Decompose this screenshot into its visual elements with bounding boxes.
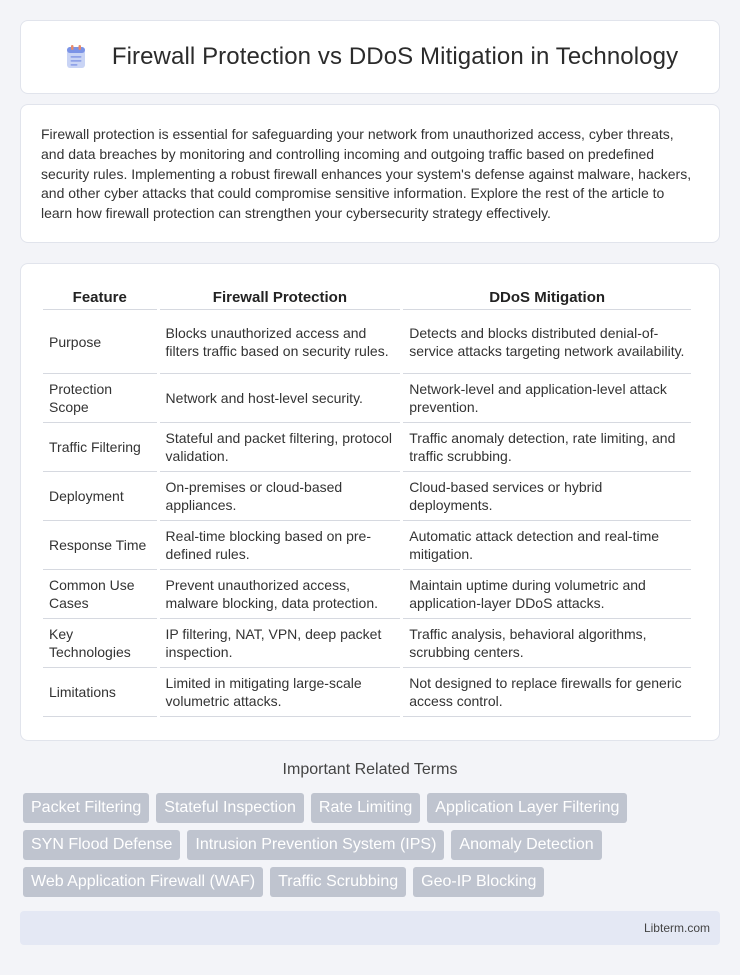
tag-application-layer-filtering[interactable]: Application Layer Filtering [427,793,627,823]
ddos-cell: Network-level and application-level attack prevention. [403,374,691,423]
ddos-cell: Cloud-based services or hybrid deployments. [403,472,691,521]
feature-cell: Purpose [43,310,157,374]
firewall-cell: On-premises or cloud-based appliances. [160,472,401,521]
comparison-table-card [20,263,720,741]
firewall-cell: Network and host-level security. [160,374,401,423]
table-row [43,423,691,472]
title-card [20,20,720,94]
tag-row [23,793,723,823]
firewall-cell: Prevent unauthorized access, malware blocking, data protection. [160,570,401,619]
table-row [43,668,691,717]
feature-cell: Protection Scope [43,374,157,423]
firewall-cell: IP filtering, NAT, VPN, deep packet inspection. [160,619,401,668]
firewall-cell: Limited in mitigating large-scale volumetric attacks. [160,668,401,717]
ddos-cell: Maintain uptime during volumetric and application-layer DDoS attacks. [403,570,691,619]
tag-anomaly-detection[interactable]: Anomaly Detection [451,830,601,860]
feature-cell: Response Time [43,521,157,570]
table-row [43,521,691,570]
related-terms-tags [23,793,723,904]
intro-text: Firewall protection is essential for safeguarding your network from unauthorized access, cyber threats, and data breaches by monitoring and controlling incoming and outgoing traffic based on predefined security rules. Implementing a robust firewall enhances your system's defense against malware, hackers, and other cyber attacks that could compromise sensitive information. Explore the rest of the article to learn how firewall protection can strengthen your cybersecurity strategy effectively. [41,126,692,222]
page-title: Firewall Protection vs DDoS Mitigation in Technology [111,43,679,70]
feature-cell: Traffic Filtering [43,423,157,472]
feature-cell: Common Use Cases [43,570,157,619]
header-firewall: Firewall Protection [160,284,401,310]
header-ddos: DDoS Mitigation [403,284,691,310]
table-header-row [43,284,691,310]
tag-packet-filtering[interactable]: Packet Filtering [23,793,149,823]
firewall-cell: Stateful and packet filtering, protocol validation. [160,423,401,472]
tag-traffic-scrubbing[interactable]: Traffic Scrubbing [270,867,406,897]
feature-cell: Key Technologies [43,619,157,668]
footer-site-link[interactable]: Libterm.com [643,921,710,935]
table-row [43,472,691,521]
tag-syn-flood-defense[interactable]: SYN Flood Defense [23,830,180,860]
firewall-cell: Real-time blocking based on pre-defined rules. [160,521,401,570]
comparison-table [40,284,694,717]
table-row [43,619,691,668]
intro-card [20,104,720,243]
ddos-cell: Automatic attack detection and real-time mitigation. [403,521,691,570]
related-terms-title: Important Related Terms [282,761,458,778]
header-feature: Feature [43,284,157,310]
tag-intrusion-prevention-system[interactable]: Intrusion Prevention System (IPS) [187,830,444,860]
document-icon [62,43,90,71]
firewall-cell: Blocks unauthorized access and filters traffic based on security rules. [160,310,401,374]
tag-row [23,867,723,897]
table-row [43,310,691,374]
ddos-cell: Not designed to replace firewalls for generic access control. [403,668,691,717]
tag-stateful-inspection[interactable]: Stateful Inspection [156,793,304,823]
tag-rate-limiting[interactable]: Rate Limiting [311,793,420,823]
ddos-cell: Traffic analysis, behavioral algorithms, scrubbing centers. [403,619,691,668]
feature-cell: Limitations [43,668,157,717]
table-row [43,374,691,423]
feature-cell: Deployment [43,472,157,521]
ddos-cell: Detects and blocks distributed denial-of-service attacks targeting network availability. [403,310,691,374]
table-row [43,570,691,619]
ddos-cell: Traffic anomaly detection, rate limiting, and traffic scrubbing. [403,423,691,472]
footer [20,911,720,945]
tag-row [23,830,723,860]
tag-web-application-firewall[interactable]: Web Application Firewall (WAF) [23,867,263,897]
tag-geo-ip-blocking[interactable]: Geo-IP Blocking [413,867,544,897]
